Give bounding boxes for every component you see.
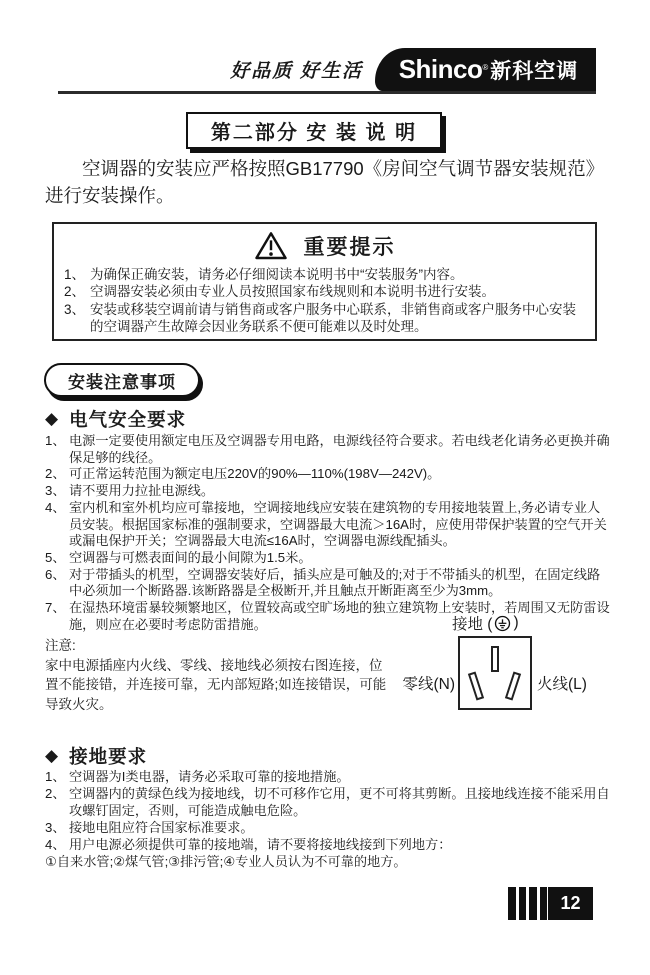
- precautions-pill: [44, 363, 200, 397]
- list-item: 6、 对于带插头的机型，空调器安装好后，插头应是可触及的;对于不带插头的机型，在固定线路中必须加一个断路器.该断路器是全极断开,并且触点开断距离至少为3mm。: [45, 566, 601, 599]
- list-item: 5、 空调器与可燃表面间的最小间隙为1.5米。: [45, 549, 312, 565]
- list-item: 3、 接地电阻应符合国家标准要求。: [45, 820, 254, 835]
- neutral-label: 零线(N): [402, 676, 455, 693]
- neutral-slot: [468, 671, 484, 700]
- header-divider: [58, 91, 596, 94]
- power-socket-diagram: [395, 610, 610, 720]
- notice-title: 重要提示: [303, 236, 396, 259]
- footer-bar: [529, 887, 537, 920]
- electrical-safety-list: [45, 433, 610, 633]
- warning-triangle-icon: [254, 231, 288, 261]
- ground-label: 接地 ( ): [452, 614, 519, 633]
- brand-name-cn: 新科空调: [490, 59, 579, 83]
- electrical-safety-heading: [45, 406, 186, 432]
- important-notice-box: [52, 222, 597, 341]
- diamond-bullet-icon: ◆: [45, 409, 60, 428]
- grounding-heading: [45, 743, 147, 769]
- notice-item: 3、 安装或移装空调前请与销售商或客户服务中心联系，非销售商或客户服务中心安装的空调器产生故障会因业务联系不便可能难以及时处理。: [64, 301, 576, 335]
- live-label: 火线(L): [537, 676, 587, 693]
- brand-slogan: 好品质 好生活: [230, 61, 363, 82]
- notice-item: 2、 空调器安装必须由专业人员按照国家布线规则和本说明书进行安装。: [64, 284, 495, 300]
- socket-outline: [458, 636, 532, 710]
- intro-paragraph: 空调器的安装应严格按照GB17790《房间空气调节器安装规范》进行安装操作。: [45, 158, 605, 206]
- list-item: 7、 在湿热环境雷暴较频繁地区，位置较高或空旷场地的独立建筑物上安装时，若周围又无防雷设施，则应在必要时考虑防雷措施。: [45, 600, 610, 632]
- notice-list: [64, 266, 587, 336]
- electrical-safety-heading-label: 电气安全要求: [69, 409, 187, 430]
- brand-logo: [375, 48, 596, 91]
- notice-item: 1、 为确保正确安装，请务必仔细阅读本说明书中“安装服务”内容。: [64, 267, 464, 282]
- precautions-pill-label: 安装注意事项: [68, 372, 176, 392]
- footer-bar: [519, 887, 527, 920]
- footer-bar: [508, 887, 516, 920]
- section-title: 第二部分 安 装 说 明: [210, 122, 418, 144]
- note-label: 注意:: [45, 638, 76, 653]
- note-text: 家中电源插座内火线、零线、接地线必须按右图连接，位置不能接错，并连接可靠，无内部短路;如连接错误，可能导致火灾。: [45, 657, 387, 712]
- list-item: 1、 空调器为I类电器，请务必采取可靠的接地措施。: [45, 769, 350, 784]
- live-slot: [505, 671, 521, 700]
- list-item: 2、 可正常运转范围为额定电压220V的90%—110%(198V—242V)。: [45, 466, 441, 482]
- footer-bars-decoration: [508, 887, 547, 920]
- ground-slot: [491, 646, 499, 672]
- earth-ground-icon: [494, 615, 511, 632]
- page-number: 12: [548, 887, 593, 920]
- list-item: 3、 请不要用力拉扯电源线。: [45, 483, 215, 499]
- wiring-note: [45, 636, 395, 714]
- list-item: 4、 室内机和室外机均应可靠接地，空调接地线应安装在建筑物的专用接地装置上,务必请专业人员安装。根据国家标准的强制要求，空调器最大电流＞16A时，应使用带保护装置的空气开关或漏电保护开关；空调器最大电流≤16A时，空调器电源线配插头。: [45, 499, 607, 549]
- grounding-footnote: ①自来水管;②煤气管;③排污管;④专业人员认为不可靠的地方。: [45, 854, 407, 869]
- notice-title-row: [54, 229, 595, 263]
- registered-mark: ®: [482, 63, 489, 72]
- brand-name-en: Shinco: [398, 54, 483, 84]
- grounding-heading-label: 接地要求: [69, 746, 148, 767]
- list-item: 4、 用户电源必须提供可靠的接地端，请不要将接地线接到下列地方：: [45, 837, 452, 852]
- diamond-bullet-icon: ◆: [45, 746, 60, 765]
- list-item: 2、 空调器内的黄绿色线为接地线，切不可移作它用，更不可将其剪断。且接地线连接不能采用自攻螺钉固定，否则，可能造成触电危险。: [45, 786, 610, 818]
- section-title-box: [186, 112, 442, 149]
- grounding-list: [45, 768, 610, 870]
- footer-bar: [540, 887, 548, 920]
- list-item: 1、 电源一定要使用额定电压及空调器专用电路，电源线径符合要求。若电线老化请务必更换并确保足够的线径。: [45, 433, 610, 465]
